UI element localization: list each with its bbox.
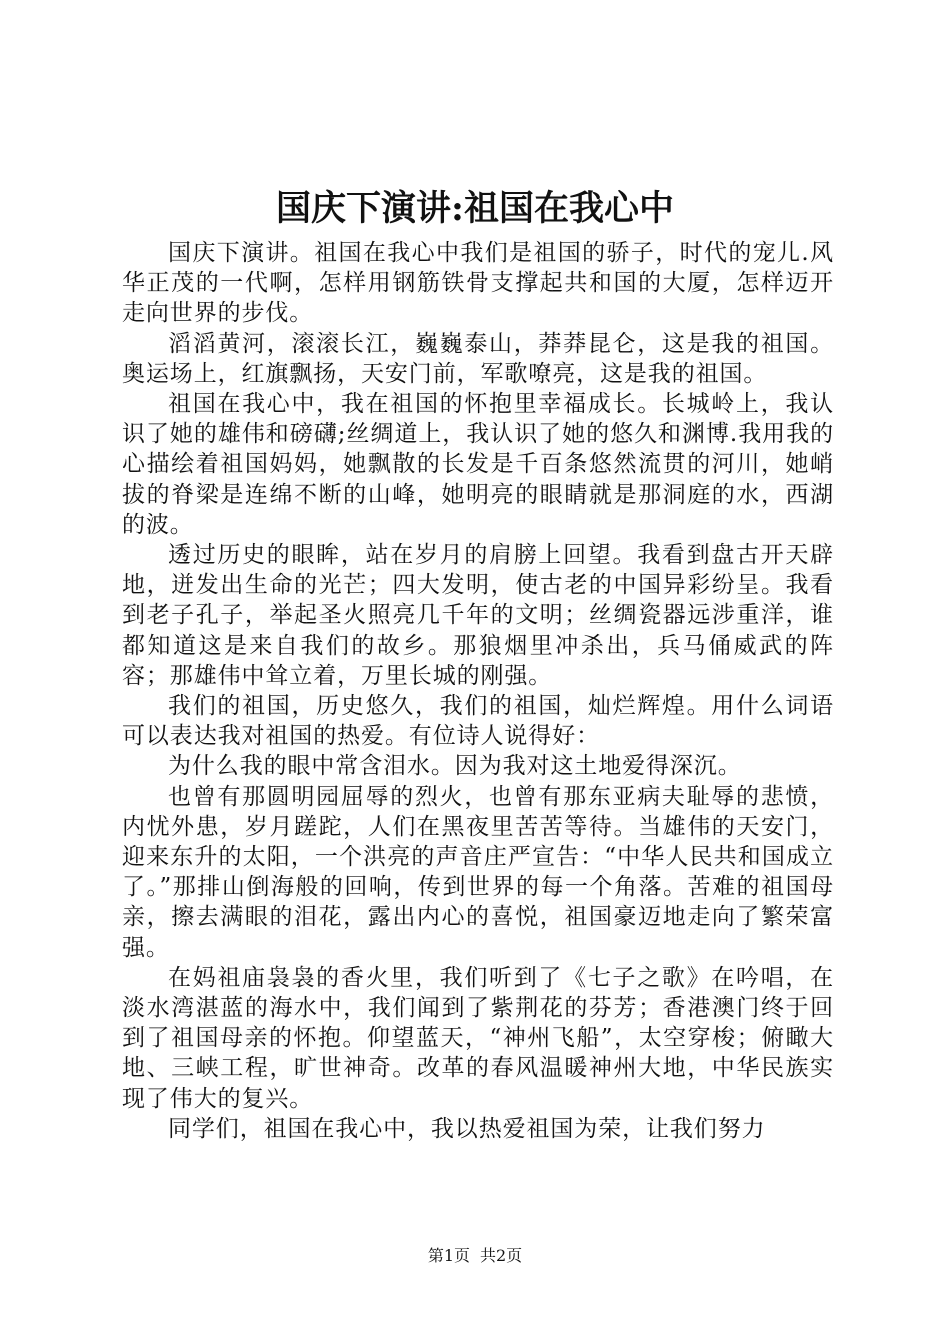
paragraph-6: 为什么我的眼中常含泪水。因为我对这土地爱得深沉。	[168, 753, 742, 780]
document-title: 国庆下演讲:祖国在我心中	[276, 188, 674, 229]
paragraph-8: 在妈祖庙袅袅的香火里，我们听到了《七子之歌》在吟唱，在淡水湾湛蓝的海水中，我们闻到了紫荆花的芬芳；香港澳门终于回到了祖国母亲的怀抱。仰望蓝天，“神州飞船”，太空穿梭；俯瞰大地、三峡工程，旷世神奇。改革的春风温暖神州大地，中华民族实现了伟大的复兴。	[122, 964, 834, 1112]
paragraph-2: 滔滔黄河，滚滚长江，巍巍泰山，莽莽昆仑，这是我的祖国。奥运场上，红旗飘扬，天安门前，军歌嘹亮，这是我的祖国。	[122, 330, 834, 387]
page-number-current: 第1页	[427, 1246, 470, 1265]
paragraph-3: 祖国在我心中，我在祖国的怀抱里幸福成长。长城岭上，我认识了她的雄伟和磅礴;丝绸道上，我认识了她的悠久和渊博.我用我的心描绘着祖国妈妈，她飘散的长发是千百条悠然流贯的河川，她峭拔的脊梁是连绵不断的山峰，她明亮的眼睛就是那洞庭的水，西湖的波。	[122, 391, 834, 538]
paragraph-4: 透过历史的眼眸，站在岁月的肩膀上回望。我看到盘古开天辟地，迸发出生命的光芒；四大发明，使古老的中国异彩纷呈。我看到老子孔子，举起圣火照亮几千年的文明；丝绸瓷器远涉重洋，谁都知道这是来自我们的故乡。那狼烟里冲杀出，兵马俑威武的阵容；那雄伟中耸立着，万里长城的刚强。	[122, 542, 834, 689]
document-body	[122, 238, 834, 1144]
paragraph-5: 我们的祖国，历史悠久，我们的祖国，灿烂辉煌。用什么词语可以表达我对祖国的热爱。有位诗人说得好：	[122, 693, 834, 750]
page-footer	[0, 1245, 950, 1267]
paragraph-7: 也曾有那圆明园屈辱的烈火，也曾有那东亚病夫耻辱的悲愤，内忧外患，岁月蹉跎，人们在黑夜里苦苦等待。当雄伟的天安门，迎来东升的太阳，一个洪亮的声音庄严宣告：“中华人民共和国成立了。”那排山倒海般的回响，传到世界的每一个角落。苦难的祖国母亲，擦去满眼的泪花，露出内心的喜悦，祖国豪迈地走向了繁荣富强。	[122, 783, 834, 961]
page-number-total: 共2页	[480, 1246, 523, 1265]
paragraph-1: 国庆下演讲。祖国在我心中我们是祖国的骄子，时代的宠儿.风华正茂的一代啊，怎样用钢筋铁骨支撑起共和国的大厦，怎样迈开走向世界的步伐。	[122, 240, 834, 327]
paragraph-9: 同学们，祖国在我心中，我以热爱祖国为荣，让我们努力	[168, 1115, 766, 1142]
